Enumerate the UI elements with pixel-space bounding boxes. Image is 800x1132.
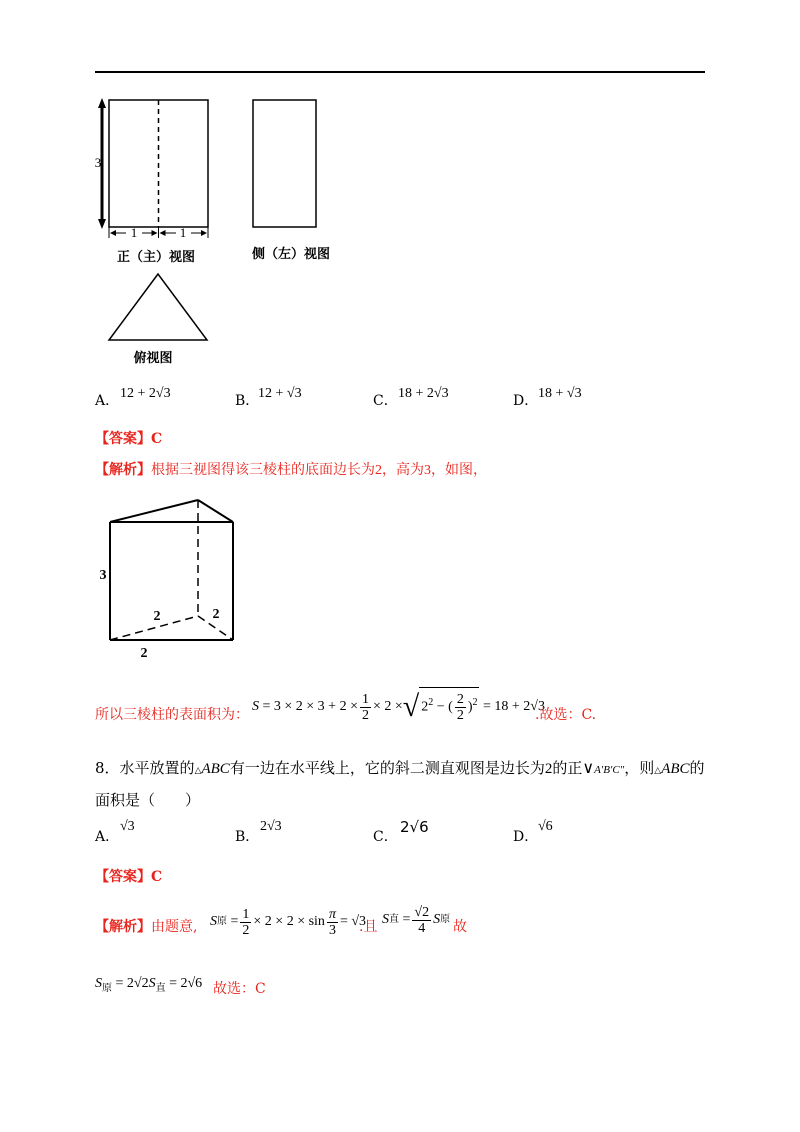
q8-option-d-value: √6 [538,819,553,834]
q7-option-d-letter: D． [513,393,539,409]
prism-edge2-label: 2 [212,607,220,622]
q8-option-c-value: 2√6 [400,818,429,836]
surface-area-formula: S = 3 × 2 × 3 + 2 × $\frac{1}{2}$ × 2 × √ $2^2$ − ( $\frac{2}{2}$ )$^2$ = 18 + 2√3 [252,682,545,732]
q8-formula-3: $S_原 = 2√2S_直 = 2√6$ [95,976,203,994]
q7-option-d-value: 18 + √3 [538,386,582,401]
q8-question-line1: 8．水平放置的△ABC有一边在水平线上，它的斜二测直观图是边长为2的正∨A′B′C″，则△ABC的 [95,758,705,777]
q8-option-c-letter: C． [373,829,398,845]
q8-analysis: 【解析】由题意, S 原 = $\frac{1}{2}$ × 2 × 2 × sin $\frac{\pi}{3}$ = √3 .且 S 直 = $\frac{√2}{4}$ S 原 故 [95,898,715,948]
prism-base-label: 2 [140,646,148,661]
q7-option-c-value: 18 + 2√3 [398,386,449,401]
prism-height-label: 3 [99,568,107,583]
q7-conclusion: 所以三棱柱的表面积为： S = 3 × 2 × 3 + 2 × $\frac{1}{2}$ × 2 × √ $2^2$ − ( $\frac{2}{2}$ )$^2$ = 18 + 2√3 .故选：C. [95,682,715,734]
q7-option-a-letter: A． [95,393,120,409]
side-view-rect [253,100,316,227]
prism-figure [95,492,245,662]
q7-option-b-letter: B． [235,393,260,409]
q7-option-c-letter: C． [373,393,398,409]
q8-final: $S_原 = 2√2S_直 = 2√6$ 故选：C [95,976,266,997]
front-height-label: 3 [94,155,102,170]
q7-answer: 【答案】C [95,431,163,447]
q8-option-b-value: 2√3 [260,819,282,834]
q7-option-b-value: 12 + √3 [258,386,302,401]
header-rule [95,71,705,73]
q8-options [95,818,715,850]
prism-edge1-label: 2 [153,609,161,624]
q7-option-a-value: 12 + 2√3 [120,386,171,401]
three-view-figure [90,90,350,370]
q8-question-line2: 面积是（ ） [95,791,201,809]
front-view-caption: 正（主）视图 [116,249,196,264]
q8-option-a-value: √3 [120,819,135,834]
top-view-caption: 俯视图 [133,350,173,365]
q8-option-d-letter: D． [513,829,539,845]
side-view-caption: 侧（左）视图 [251,246,331,261]
top-view-triangle [109,274,207,340]
q8-formula-1: S 原 = $\frac{1}{2}$ × 2 × 2 × sin $\frac{\pi}{3}$ = √3 [210,906,367,938]
q8-option-a-letter: A． [95,829,120,845]
q8-option-b-letter: B． [235,829,260,845]
front-width-label-2: 1 [179,225,187,240]
q7-options [95,385,715,417]
q8-formula-2: S 直 = $\frac{√2}{4}$ S 原 [382,904,451,936]
q8-answer: 【答案】C [95,869,163,885]
q7-analysis: 【解析】根据三视图得该三棱柱的底面边长为2，高为3，如图， [95,462,487,478]
front-width-label-1: 1 [130,225,138,240]
